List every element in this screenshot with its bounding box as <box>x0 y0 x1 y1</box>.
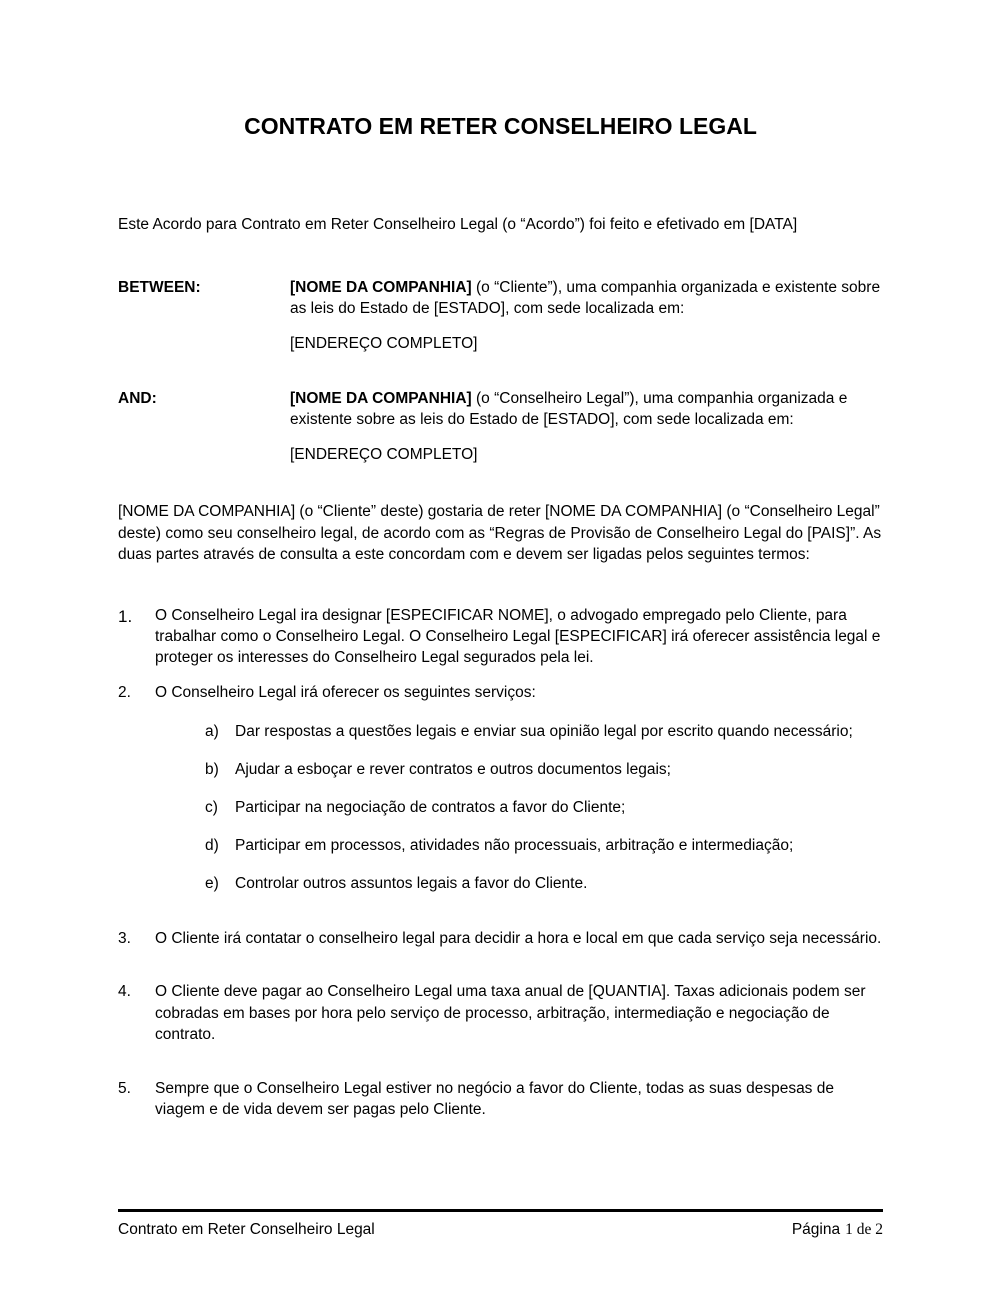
between-body <box>290 277 883 354</box>
sub-list-item-b <box>205 759 883 780</box>
item-number: 4. <box>118 983 131 1001</box>
sub-item-text: Dar respostas a questões legais e enviar sua opinião legal por escrito quando necessário; <box>235 722 853 740</box>
item-text: O Cliente irá contatar o conselheiro legal para decidir a hora e local em que cada serviço seja necessário. <box>155 930 882 948</box>
sub-item-letter: e) <box>205 875 219 893</box>
footer-page-label: Página <box>791 1220 841 1238</box>
list-item-2 <box>118 682 883 894</box>
list-item-4 <box>118 981 883 1044</box>
sub-item-letter: b) <box>205 761 219 779</box>
intro-paragraph: Este Acordo para Contrato em Reter Conselheiro Legal (o “Acordo”) foi feito e efetivado em [DATA] <box>118 215 798 233</box>
sub-list-item-a <box>205 721 883 742</box>
between-text-rest: (o “Cliente”), uma companhia organizada e existente sobre as leis do Estado de [ESTADO], com sede localizada em: <box>290 278 881 318</box>
list-item-3 <box>118 928 883 949</box>
and-text-rest: (o “Conselheiro Legal”), uma companhia organizada e existente sobre as leis do Estado de [ESTADO], com sede localizada em: <box>290 390 848 429</box>
page-title: CONTRATO EM RETER CONSELHEIRO LEGAL <box>244 113 757 139</box>
preamble-paragraph: [NOME DA COMPANHIA] (o “Cliente” deste) gostaria de reter [NOME DA COMPANHIA] (o “Conselheiro Legal” deste) como seu conselheiro legal, de acordo com as “Regras de Provisão de Conselheiro Legal do [PAIS]”. As duas partes através de consulta a este concordam com e devem ser ligadas pelos seguintes termos: <box>118 503 882 563</box>
between-text <box>290 277 883 319</box>
sub-item-letter: a) <box>205 722 219 740</box>
and-text <box>290 388 883 430</box>
list-item-5 <box>118 1078 883 1120</box>
sub-list-item-c <box>205 797 883 818</box>
between-address: [ENDEREÇO COMPLETO] <box>290 335 478 353</box>
item-2-sublist <box>155 721 883 894</box>
sub-item-text: Controlar outros assuntos legais a favor do Cliente. <box>235 875 588 893</box>
item-text <box>155 682 883 894</box>
item-text: O Conselheiro Legal ira designar [ESPECIFICAR NOME], o advogado empregado pelo Cliente, para trabalhar como o Conselheiro Legal. O Conselheiro Legal [ESPECIFICAR] irá oferecer assistência legal e proteger os interesses do Conselheiro Legal segurados pela lei. <box>155 606 881 666</box>
and-label: AND: <box>118 390 157 408</box>
item-text: O Cliente deve pagar ao Conselheiro Legal uma taxa anual de [QUANTIA]. Taxas adicionais podem ser cobradas em bases por hora pelo serviço de processo, arbitração, intermediação e negociação de contrato. <box>155 983 866 1043</box>
between-section <box>118 277 883 354</box>
list-item-1 <box>118 605 883 668</box>
page-footer <box>118 1209 883 1240</box>
footer-page-number <box>792 1219 883 1240</box>
item-number: 2. <box>118 683 131 701</box>
and-body <box>290 388 883 465</box>
sub-item-letter: d) <box>205 837 219 855</box>
item-number: 1. <box>118 606 133 626</box>
sub-item-letter: c) <box>205 799 218 817</box>
item-text: Sempre que o Conselheiro Legal estiver no negócio a favor do Cliente, todas as suas despesas de viagem e de vida devem ser pagas pelo Cliente. <box>155 1079 834 1118</box>
sub-item-text: Ajudar a esboçar e rever contratos e outros documentos legais; <box>235 761 671 779</box>
and-section <box>118 388 883 465</box>
sub-item-text: Participar em processos, atividades não processuais, arbitração e intermediação; <box>235 837 794 855</box>
and-company-placeholder: [NOME DA COMPANHIA] <box>290 390 472 408</box>
footer-page-count: 1 de 2 <box>845 1220 883 1238</box>
item-number: 3. <box>118 930 131 948</box>
between-label: BETWEEN: <box>118 278 201 296</box>
sub-list-item-d <box>205 835 883 856</box>
between-company-placeholder: [NOME DA COMPANHIA] <box>290 278 472 296</box>
item-number: 5. <box>118 1079 131 1097</box>
item-2-lead: O Conselheiro Legal irá oferecer os seguintes serviços: <box>155 683 536 701</box>
and-address: [ENDEREÇO COMPLETO] <box>290 446 478 464</box>
sub-item-text: Participar na negociação de contratos a favor do Cliente; <box>235 799 626 817</box>
sub-list-item-e <box>205 873 883 894</box>
footer-document-title: Contrato em Reter Conselheiro Legal <box>118 1220 375 1238</box>
